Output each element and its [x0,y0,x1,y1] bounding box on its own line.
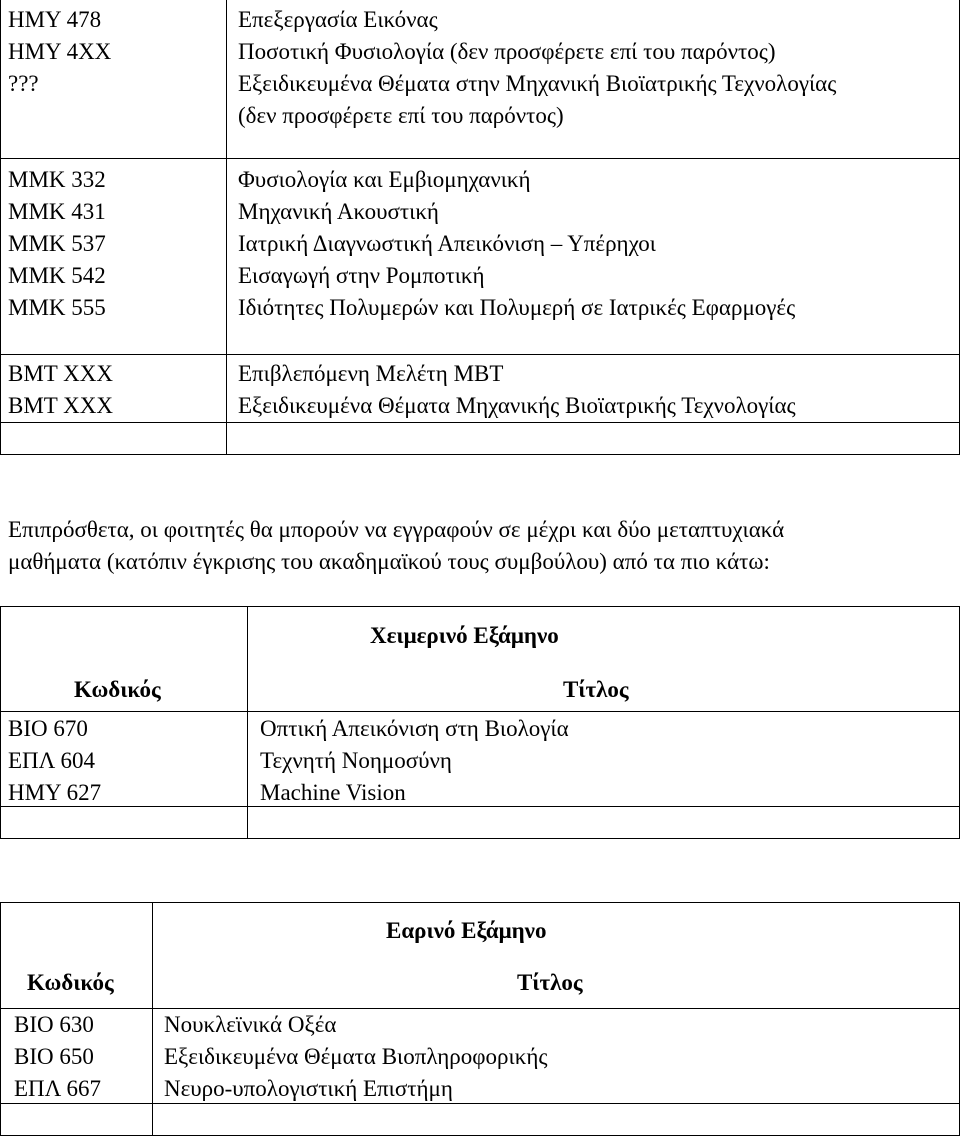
title-column-header: Τίτλος [563,677,629,702]
paragraph-line: μαθήματα (κατόπιν έγκρισης του ακαδημαϊκού τους συμβούλου) από τα πιο κάτω: [8,549,770,574]
course-title: Νευρο-υπολογιστική Επιστήμη [164,1076,453,1101]
course-code: ΕΠΛ 667 [14,1076,101,1101]
course-title: Ποσοτική Φυσιολογία (δεν προσφέρετε επί του παρόντος) [238,39,776,64]
table1-border [226,0,227,455]
course-code: ΗΜΥ 627 [8,780,102,805]
table1-border [0,0,1,455]
spring-border [0,902,1,1136]
spring-border [0,902,960,903]
winter-border [247,606,248,839]
winter-border [0,838,960,839]
course-code: ??? [8,71,39,96]
winter-border [0,806,960,807]
table1-border [0,354,960,355]
course-code: ΒΙΟ 670 [8,716,88,741]
semester-heading: Εαρινό Εξάμηνο [386,918,547,943]
course-title: Εξειδικευμένα Θέματα Βιοπληροφορικής [164,1044,548,1069]
winter-border [0,711,960,712]
course-title: Εισαγωγή στην Ρομποτική [238,263,485,288]
course-code: ΒΙΟ 650 [14,1044,94,1069]
table1-border [0,158,960,159]
course-title: Τεχνητή Νοημοσύνη [260,748,452,773]
course-title: Φυσιολογία και Εμβιομηχανική [238,167,531,192]
semester-heading: Χειμερινό Εξάμηνο [370,623,559,648]
winter-border [0,606,1,839]
course-code: ΜΜΚ 537 [8,231,106,256]
course-title: Επεξεργασία Εικόνας [238,7,438,32]
course-code: ΜΜΚ 542 [8,263,106,288]
spring-border [0,1103,960,1104]
paragraph-line: Επιπρόσθετα, οι φοιτητές θα μπορούν να εγγραφούν σε μέχρι και δύο μεταπτυχιακά [8,517,785,542]
course-title: (δεν προσφέρετε επί του παρόντος) [238,103,564,128]
course-code: ΕΠΛ 604 [8,748,95,773]
course-code: ΗΜΥ 478 [8,7,102,32]
title-column-header: Τίτλος [517,970,583,995]
spring-border [152,902,153,1136]
spring-border [0,1135,960,1136]
course-title: Εξειδικευμένα Θέματα Μηχανικής Βιοϊατρικής Τεχνολογίας [238,393,796,418]
code-column-header: Κωδικός [74,677,161,702]
course-code: ΜΜΚ 332 [8,167,106,192]
table1-border [0,454,960,455]
course-code: ΗΜΥ 4ΧΧ [8,39,112,64]
course-code: ΒΙΟ 630 [14,1012,94,1037]
course-title: Ιατρική Διαγνωστική Απεικόνιση – Υπέρηχοι [238,231,656,256]
course-title: Νουκλεϊνικά Οξέα [164,1012,337,1037]
course-code: ΒΜΤ ΧΧΧ [8,361,114,386]
course-title: Ιδιότητες Πολυμερών και Πολυμερή σε Ιατρικές Εφαρμογές [238,295,796,320]
course-code: ΒΜΤ ΧΧΧ [8,393,114,418]
course-code: ΜΜΚ 431 [8,199,106,224]
winter-border [0,606,960,607]
course-title: Εξειδικευμένα Θέματα στην Μηχανική Βιοϊατρικής Τεχνολογίας [238,71,837,96]
code-column-header: Κωδικός [27,970,114,995]
course-code: ΜΜΚ 555 [8,295,106,320]
course-title: Machine Vision [260,780,406,805]
spring-border [0,1008,960,1009]
table1-border [0,422,960,423]
course-title: Μηχανική Ακουστική [238,199,439,224]
course-title: Επιβλεπόμενη Μελέτη ΜΒΤ [238,361,504,386]
course-title: Οπτική Απεικόνιση στη Βιολογία [260,716,569,741]
